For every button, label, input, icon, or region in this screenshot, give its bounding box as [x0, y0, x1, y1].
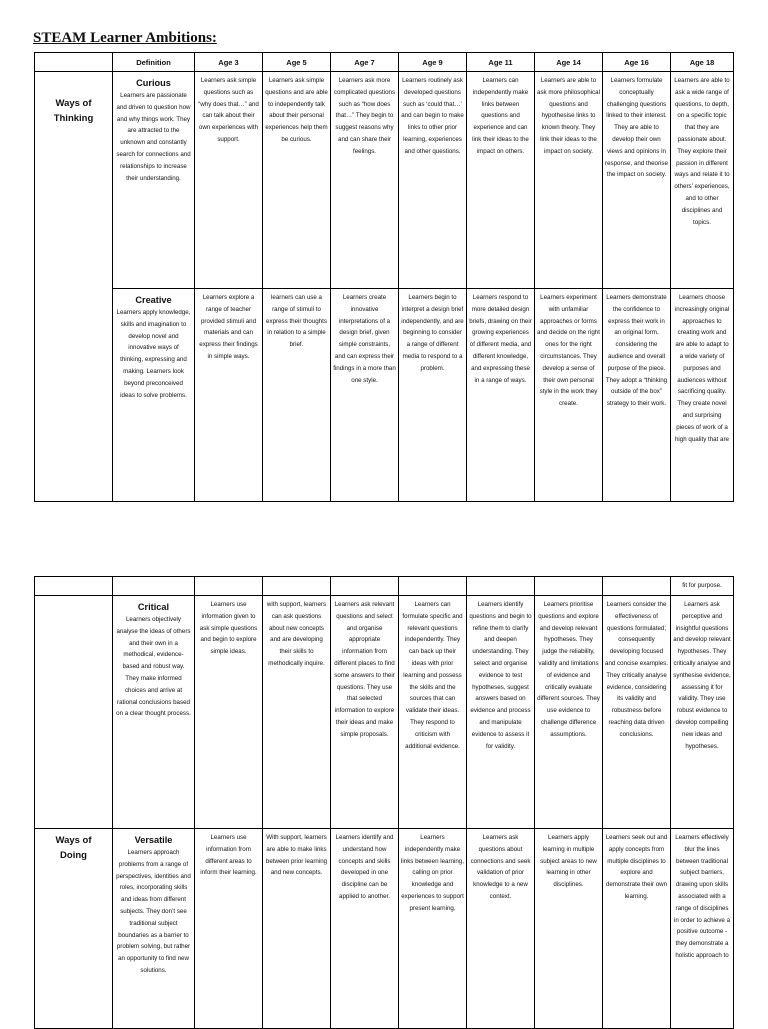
cell-text: learners can use a range of stimuli to express their thoughts in relation to a simple brief.: [266, 294, 327, 349]
table-cell: [399, 596, 467, 829]
table-cell: [603, 577, 671, 596]
table-cell: [671, 72, 734, 289]
header-age-14: Age 14: [535, 53, 603, 72]
table-cell: [467, 289, 535, 502]
cell-text: Learners explore a range of teacher provided stimuli and materials and can express their findings in simple ways.: [199, 294, 258, 360]
cell-text: Learners ask perceptive and insightful questions and develop relevant hypotheses. They critically analyse and synthesise evidence, assessing it for validity. They use robust evidence to develop compelling new ideas and hypotheses.: [673, 601, 731, 750]
table-cell: [35, 577, 113, 596]
table-cell: [671, 596, 734, 829]
definition-title: Versatile: [134, 835, 173, 845]
cell-text: Learners ask relevant questions and select and organise appropriate information from different places to find some answers to their questions. They use that selected information to explore their ideas and make simple proposals.: [334, 601, 395, 738]
cell-text: Learners begin to interpret a design brief independently, and are beginning to consider a range of different media to respond to a problem.: [401, 294, 464, 372]
header-row: [35, 53, 734, 72]
table-cell: [263, 72, 331, 289]
definition-curious: [113, 72, 195, 289]
table-cell: [331, 577, 399, 596]
cell-text: with support, learners can ask questions about new concepts and are developing their skills to methodically inquire.: [266, 601, 327, 667]
header-age-7: Age 7: [331, 53, 399, 72]
table-cell: [399, 289, 467, 502]
header-definition: Definition: [113, 53, 195, 72]
table-cell: [467, 829, 535, 1029]
group-ways-of-thinking-cont: [35, 596, 113, 829]
header-age-5: Age 5: [263, 53, 331, 72]
table-cell: [113, 577, 195, 596]
cell-text: Learners independently make links between learning, calling on prior knowledge and experiences to support present learning.: [401, 834, 464, 912]
table-cell: [399, 829, 467, 1029]
group-ways-of-doing: [35, 829, 113, 1029]
header-corner: [35, 53, 113, 72]
cell-text: Learners can independently make links between questions and experience and can link their ideas to the impact on others.: [472, 77, 529, 155]
table-cell: [603, 829, 671, 1029]
ambitions-table-part-2: [34, 576, 734, 1029]
table-cell: [263, 596, 331, 829]
row-curious: [35, 72, 734, 289]
cell-text: With support, learners are able to make links between prior learning and new concepts.: [265, 834, 328, 877]
cell-text: Learners respond to more detailed design briefs, drawing on their growing experiences of different media, and different knowledge, and expressing these in a range of ways.: [469, 294, 532, 384]
table-cell: [535, 596, 603, 829]
header-age-3: Age 3: [195, 53, 263, 72]
definition-text: Learners approach problems from a range of perspectives, identities and roles, incorporating skills and ideas from different subjects. They don’t see traditional subject boundaries as a barrier to problem solving, but rather an opportunity to find new solutions.: [116, 849, 191, 974]
cell-text: Learners ask more complicated questions such as “how does that…” They begin to suggest reasons why and can share their feelings.: [333, 77, 396, 155]
ambitions-table-part-1: [34, 52, 734, 502]
table-cell: [399, 72, 467, 289]
definition-creative: [113, 289, 195, 502]
cell-text: Learners can formulate specific and relevant questions independently. They can back up their ideas with prior learning and possess the skills and the sources that can validate their ideas. They respond to criticism with additional evidence.: [402, 601, 463, 750]
continuation-row: [35, 577, 734, 596]
group-ways-of-thinking: [35, 72, 113, 502]
cell-text: Learners demonstrate the confidence to express their work in an original form, considering the audience and overall purpose of the piece. They adopt a “thinking outside of the box” strategy to their work.: [605, 294, 668, 408]
table-cell: [195, 829, 263, 1029]
table-cell: [603, 289, 671, 502]
definition-text: Learners apply knowledge, skills and imagination to develop novel and innovative ways of thinking, expressing and making. Learners look beyond preconceived ideas to solve problems.: [116, 309, 191, 399]
table-cell: [467, 577, 535, 596]
table-cell: [195, 289, 263, 502]
table-cell: [535, 289, 603, 502]
row-critical: [35, 596, 734, 829]
cell-text: Learners prioritise questions and explore and develop relevant hypotheses. They judge the reliability, validity and limitations of evidence and critically evaluate different sources. They use evidence to challenge difference assumptions.: [537, 601, 600, 738]
table-cell: [331, 289, 399, 502]
group-label: Ways of Doing: [55, 835, 92, 861]
header-age-9: Age 9: [399, 53, 467, 72]
cell-text: Learners identify questions and begin to refine them to clarify and deepen understanding. They select and organise evidence to test hypotheses, suggest answers based on evidence and process and manipulate evidence to assess it for validity.: [469, 601, 532, 750]
table-cell: [263, 577, 331, 596]
definition-title: Curious: [136, 78, 171, 88]
table-cell: [263, 289, 331, 502]
cell-text: Learners ask simple questions and are able to independently talk about their personal experiences help them be curious.: [265, 77, 328, 143]
cell-text: Learners create innovative interpretations of a design brief, given simple constraints, and can express their findings in a more than one style.: [333, 294, 396, 384]
definition-text: Learners objectively analyse the ideas of others and their own in a methodical, evidence-based and robust way. They make informed choices and arrive at rational conclusions based on a clear thought process.: [116, 616, 191, 718]
table-cell: [603, 72, 671, 289]
cell-text: Learners consider the effectiveness of questions formulated; consequently developing focused and concise examples. They critically analyse evidence, considering its validity and robustness before reaching data driven conclusions.: [605, 601, 668, 738]
cell-text: Learners use information given to ask simple questions and begin to explore simple ideas.: [199, 601, 258, 656]
table-cell: [195, 72, 263, 289]
cell-text: Learners ask simple questions such as “why does that…” and can talk about their own experiences with support.: [198, 77, 259, 143]
row-versatile: [35, 829, 734, 1029]
header-age-11: Age 11: [467, 53, 535, 72]
table-cell: [263, 829, 331, 1029]
table-cell: [467, 72, 535, 289]
continuation-text: fit for purpose.: [671, 577, 734, 596]
table-cell: [331, 829, 399, 1029]
table-cell: [603, 596, 671, 829]
cell-text: Learners choose increasingly original approaches to creating work and are able to adapt to a wide variety of purposes and audiences without sacrificing quality. They create novel and surprising pieces of work of a high quality that are: [674, 294, 730, 443]
cell-text: Learners experiment with unfamiliar approaches or forms and decide on the right ones for the right circumstances. They develop a sense of their own personal style in the work they create.: [537, 294, 600, 408]
cell-text: Learners seek out and apply concepts from multiple disciplines to explore and demonstrate their own learning.: [605, 834, 668, 900]
header-age-18: Age 18: [671, 53, 734, 72]
table-cell: [331, 596, 399, 829]
table-cell: [535, 577, 603, 596]
definition-title: Creative: [135, 295, 172, 305]
table-cell: [535, 72, 603, 289]
definition-versatile: [113, 829, 195, 1029]
table-cell: [331, 72, 399, 289]
cell-text: Learners use information from different areas to inform their learning.: [200, 834, 257, 877]
header-age-16: Age 16: [603, 53, 671, 72]
table-cell: [195, 596, 263, 829]
table-cell: [671, 829, 734, 1029]
cell-text: Learners formulate conceptually challenging questions linked to their interest. They are able to develop their own views and opinions in response, and theorise the impact on society.: [605, 77, 668, 179]
row-creative: [35, 289, 734, 502]
definition-text: Learners are passionate and driven to question how and why things work. They are attracted to the unknown and constantly search for connections and relationships to increase their understanding.: [116, 92, 191, 182]
table-cell: [399, 577, 467, 596]
table-cell: [467, 596, 535, 829]
group-label: Ways of Thinking: [53, 98, 94, 124]
cell-text: Learners effectively blur the lines between traditional subject barriers, drawing upon skills associated with a range of disciplines in order to achieve a positive outcome - they demonstrate a holistic approach to: [673, 834, 731, 959]
cell-text: Learners apply learning in multiple subject areas to new learning in other disciplines.: [540, 834, 597, 889]
definition-critical: [113, 596, 195, 829]
table-cell: [195, 577, 263, 596]
table-cell: [535, 829, 603, 1029]
cell-text: Learners are able to ask a wide range of questions, to depth, on a specific topic that they are passionate about. They explore their passion in different ways and relate it to others’ experiences, and to other disciplines and topics.: [674, 77, 730, 226]
cell-text: Learners routinely ask developed questions such as ‘could that…’ and can begin to make links to other prior learning, experiences and other questions.: [401, 77, 464, 155]
table-cell: [671, 289, 734, 502]
page-title: STEAM Learner Ambitions:: [33, 30, 217, 46]
cell-text: Learners identify and understand how concepts and skills developed in one discipline can be applied to another.: [335, 834, 394, 900]
cell-text: Learners ask questions about connections and seek validation of prior knowledge to a new context.: [470, 834, 531, 900]
definition-title: Critical: [137, 602, 170, 612]
cell-text: Learners are able to ask more philosophical questions and hypothesise links to known theory. They link their ideas to the impact on society.: [537, 77, 600, 155]
